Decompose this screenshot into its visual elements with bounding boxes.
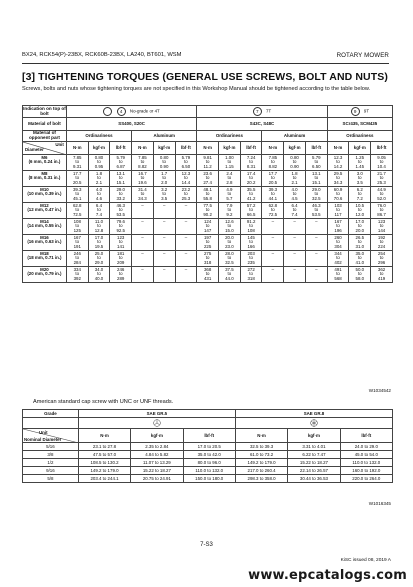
sae-torque-cell: 3.31 to 4.01 — [288, 443, 340, 451]
indication-label: Indication on top of bolt — [23, 105, 66, 116]
torque-cell: – — [132, 203, 154, 219]
diameter-cell: M20 (20 mm, 0.79 in.) — [23, 267, 67, 283]
nominal-diameter-cell: 1/2 — [23, 459, 79, 467]
torque-cell: 275 to 318 — [197, 251, 219, 267]
torque-cell: – — [132, 267, 154, 283]
sae-torque-cell: 298.3 to 358.0 — [235, 475, 287, 483]
torque-cell: 62.8 to 72.5 — [262, 203, 284, 219]
torque-cell: 167 to 196 — [327, 219, 349, 235]
torque-cell: 29.0 to 33.2 — [110, 187, 132, 203]
torque-cell: 1.8 to 2.1 — [284, 171, 306, 187]
material-part-label: Material of opponent part — [23, 131, 67, 142]
unit-header-cell: kgf·m — [284, 142, 306, 155]
torque-cell: 124 to 147 — [197, 219, 219, 235]
torque-cell: 10.5 to 12.0 — [349, 203, 371, 219]
torque-cell: 491 to 568 — [327, 267, 349, 283]
sae-unit-cell: lbf·ft — [183, 429, 235, 443]
torque-cell: – — [153, 219, 175, 235]
section-title: [3] TIGHTENING TORQUES (GENERAL USE SCREWS, BOLT AND NUTS) — [22, 71, 388, 83]
unit-header-cell: N·m — [197, 142, 219, 155]
sae-torque-cell: 220.0 to 264.0 — [340, 475, 392, 483]
torque-cell: 0.80 to 0.90 — [284, 155, 306, 171]
torque-cell: – — [175, 267, 197, 283]
torque-cell: 39.3 to 44.1 — [262, 187, 284, 203]
torque-cell: 20.0 to 23.0 — [219, 235, 241, 251]
sae8-icon-cell — [235, 418, 392, 429]
torque-cell: 1.25 to 1.45 — [349, 155, 371, 171]
torque-cell: 344 to 402 — [327, 251, 349, 267]
torque-cell: 7.24 to 8.31 — [240, 155, 262, 171]
diameter-cell: M16 (16 mm, 0.63 in.) — [23, 235, 67, 251]
sae-torque-cell: 20.75 to 24.91 — [131, 475, 183, 483]
torque-cell: 6.4 to 7.4 — [88, 203, 110, 219]
unit-diameter-cell — [23, 142, 67, 155]
diameter-cell: M6 (6 mm, 0.24 in.) — [23, 155, 67, 171]
sae-torque-cell: 35.0 to 42.0 — [183, 451, 235, 459]
torque-cell: 108 to 125 — [66, 219, 88, 235]
unit-header-cell: lbf·ft — [110, 142, 132, 155]
torque-cell: 57.2 to 66.5 — [240, 203, 262, 219]
torque-cell: 13.1 to 15.1 — [110, 171, 132, 187]
table-row — [23, 187, 393, 203]
unit-header-cell: N·m — [132, 142, 154, 155]
opp-ordinariness-1: Ordinariness — [66, 131, 131, 142]
torque-cell: 2.4 to 2.8 — [219, 171, 241, 187]
unit-header-cell: N·m — [262, 142, 284, 155]
torque-cell: – — [305, 267, 327, 283]
bolt-head-4-icon: 4 — [117, 107, 126, 116]
unit-header-cell: kgf·m — [349, 142, 371, 155]
torque-cell: 50.0 to 58.0 — [349, 267, 371, 283]
torque-cell: 246 to 284 — [66, 251, 88, 267]
table-row — [23, 219, 393, 235]
grade-7t-cell — [197, 106, 327, 118]
torque-cell: – — [262, 251, 284, 267]
plain-bolt-head-icon — [103, 107, 112, 116]
opp-aluminum-2: Aluminum — [262, 131, 327, 142]
grade-4t-cell — [66, 106, 196, 118]
torque-cell: 91.2 to 108 — [240, 219, 262, 235]
unit-header-cell: kgf·m — [88, 142, 110, 155]
torque-cell: 6.2 to 7.2 — [349, 187, 371, 203]
torque-cell: – — [132, 251, 154, 267]
material-bolt-label: Material of bolt — [23, 118, 67, 131]
header-rule — [22, 63, 389, 64]
sae-unit-cell: N·m — [235, 429, 287, 443]
torque-cell: 37.5 to 44.0 — [219, 267, 241, 283]
torque-cell: 272 to 318 — [240, 267, 262, 283]
torque-cell: 17.4 to 20.2 — [240, 171, 262, 187]
intro-text: Screws, bolts and nuts whose tightening torques are not specified in this Workshop Manual should be tightened according to the table below. — [22, 86, 371, 92]
table-row — [23, 267, 393, 283]
torque-cell: 79.6 to 92.5 — [110, 219, 132, 235]
sae-torque-cell: 17.0 to 20.5 — [183, 443, 235, 451]
torque-cell: 29.5 to 34.3 — [327, 171, 349, 187]
torque-cell: 334 to 392 — [66, 267, 88, 283]
t2-unit-label: Unit — [39, 430, 48, 435]
table-row — [23, 443, 393, 451]
torque-cell: 5.79 to 6.50 — [175, 155, 197, 171]
sae-torque-cell: 11.07 to 13.29 — [131, 459, 183, 467]
torque-cell: 103 to 117 — [327, 203, 349, 219]
grade-label: Grade — [23, 410, 79, 418]
torque-cell: 16.7 to 19.6 — [132, 171, 154, 187]
torque-cell: 60.9 to 70.6 — [327, 187, 349, 203]
sae8-bolt-head-icon — [310, 419, 318, 427]
unit-header-cell: N·m — [327, 142, 349, 155]
torque-cell: 1.00 to 1.15 — [219, 155, 241, 171]
torque-cell: – — [153, 251, 175, 267]
torque-cell: 13.1 to 15.1 — [305, 171, 327, 187]
sae-torque-cell: 150.0 to 180.0 — [183, 475, 235, 483]
torque-cell: 3.2 to 3.5 — [153, 187, 175, 203]
nominal-diameter-cell: 3/8 — [23, 451, 79, 459]
torque-cell: 25.0 to 29.0 — [88, 251, 110, 267]
torque-cell: 17.0 to 20.0 — [349, 219, 371, 235]
sae-unit-cell: lbf·ft — [340, 429, 392, 443]
grade-7t-label: 7T — [266, 108, 272, 114]
table-row — [23, 451, 393, 459]
torque-cell: 4.0 to 4.5 — [284, 187, 306, 203]
torque-cell: – — [262, 219, 284, 235]
torque-cell: 28.0 to 32.5 — [219, 251, 241, 267]
torque-cell: 17.7 to 20.5 — [262, 171, 284, 187]
torque-cell: – — [262, 267, 284, 283]
torque-cell: 9.05 to 10.4 — [371, 155, 393, 171]
metric-torque-table — [22, 105, 393, 283]
torque-cell: – — [284, 251, 306, 267]
torque-cell: 44.9 to 52.0 — [371, 187, 393, 203]
material-ss400: SS400, S20C — [66, 118, 196, 131]
torque-cell: 35.0 to 41.0 — [349, 251, 371, 267]
torque-cell: 77.5 to 90.2 — [197, 203, 219, 219]
torque-cell: – — [175, 235, 197, 251]
table-row — [23, 203, 393, 219]
diameter-cell: M12 (12 mm, 0.47 in.) — [23, 203, 67, 219]
unit-header-cell: lbf·ft — [175, 142, 197, 155]
watermark: www.epcatalogs.com — [248, 568, 407, 583]
torque-cell: 368 to 431 — [197, 267, 219, 283]
torque-cell: 62.8 to 72.5 — [66, 203, 88, 219]
grade-icon-spacer — [23, 418, 79, 429]
torque-cell: 4.0 to 4.6 — [88, 187, 110, 203]
unit-nominal-cell — [23, 429, 79, 443]
unit-header-cell: N·m — [66, 142, 88, 155]
torque-cell: – — [284, 235, 306, 251]
grade-9t-label: 9T — [363, 108, 370, 114]
torque-cell: 21.7 to 25.3 — [371, 171, 393, 187]
unit-header-cell: lbf·ft — [305, 142, 327, 155]
header-section: ROTARY MOWER — [336, 52, 389, 59]
diameter-cell: M14 (14 mm, 0.55 in.) — [23, 219, 67, 235]
table-row — [23, 155, 393, 171]
table2-code: W1016345 — [368, 501, 391, 506]
torque-cell: – — [132, 219, 154, 235]
torque-cell: 11.0 to 12.8 — [88, 219, 110, 235]
sae-torque-cell: 15.22 to 18.27 — [288, 459, 340, 467]
diameter-cell: M8 (8 mm, 0.31 in.) — [23, 171, 67, 187]
opp-aluminum-1: Aluminum — [132, 131, 197, 142]
torque-cell: 1.7 to 2.0 — [153, 171, 175, 187]
torque-cell: 3.0 to 3.5 — [349, 171, 371, 187]
page-number: 7-S3 — [200, 542, 213, 548]
torque-cell: 35.5 to 41.2 — [240, 187, 262, 203]
torque-cell: 6.4 to 7.4 — [284, 203, 306, 219]
sae-torque-cell: 110.0 to 132.0 — [340, 459, 392, 467]
unit-label: Unit — [55, 142, 64, 147]
sae-torque-cell: 80.0 to 96.0 — [183, 459, 235, 467]
material-scr: SCr435, SCM435 — [327, 118, 392, 131]
american-subheading: American standard cap screw with UNC or UNF threads. — [33, 399, 174, 405]
sae-torque-cell: 110.0 to 132.0 — [183, 467, 235, 475]
sae-torque-cell: 108.5 to 130.2 — [78, 459, 130, 467]
torque-cell: 39.3 to 45.1 — [66, 187, 88, 203]
unit-header-cell: lbf·ft — [240, 142, 262, 155]
material-s43c: S43C, S48C — [197, 118, 327, 131]
torque-cell: 29.0 to 32.5 — [305, 187, 327, 203]
sae-torque-cell: 32.5 to 39.3 — [235, 443, 287, 451]
sae8-label: SAE GR.8 — [235, 410, 392, 418]
torque-cell: 5.79 to 6.50 — [305, 155, 327, 171]
torque-cell: – — [305, 235, 327, 251]
torque-cell: 167 to 191 — [66, 235, 88, 251]
torque-cell: 0.80 to 0.95 — [88, 155, 110, 171]
sae-unit-cell: N·m — [78, 429, 130, 443]
torque-cell: 123 to 144 — [371, 219, 393, 235]
torque-cell: – — [284, 267, 306, 283]
table-row — [23, 235, 393, 251]
torque-cell: 76.0 to 86.7 — [371, 203, 393, 219]
torque-cell: 7.85 to 8.82 — [262, 155, 284, 171]
table-row — [23, 171, 393, 187]
torque-cell: 5.79 to 6.87 — [110, 155, 132, 171]
torque-cell: 7.85 to 9.31 — [66, 155, 88, 171]
opp-ordinariness-3: Ordinariness — [327, 131, 392, 142]
bolt-head-9-icon: 9 — [351, 107, 360, 116]
sae-torque-cell: 15.22 to 18.27 — [131, 467, 183, 475]
header-models: BX24, RCK54(P)-23BX, RCK60B-23BX, LA240, BT601, WSM — [22, 52, 182, 58]
torque-cell: 17.7 to 20.5 — [66, 171, 88, 187]
torque-cell: 246 to 289 — [110, 267, 132, 283]
torque-cell: 26.5 to 31.0 — [349, 235, 371, 251]
sae-torque-cell: 160.0 to 192.0 — [340, 467, 392, 475]
torque-cell: 46.3 to 53.5 — [110, 203, 132, 219]
torque-cell: 4.9 to 5.7 — [219, 187, 241, 203]
page-header — [22, 52, 389, 62]
torque-cell: 31.4 to 34.3 — [132, 187, 154, 203]
table1-code: W1034542 — [368, 388, 391, 393]
torque-cell: 254 to 296 — [371, 251, 393, 267]
sae-torque-table — [22, 409, 393, 483]
sae-torque-cell: 24.0 to 29.0 — [340, 443, 392, 451]
table-row — [23, 475, 393, 483]
torque-cell: – — [153, 203, 175, 219]
sae-torque-cell: 149.2 to 179.0 — [235, 459, 287, 467]
grade-9t-cell — [327, 106, 392, 118]
diameter-cell: M10 (10 mm, 0.39 in.) — [23, 187, 67, 203]
torque-cell: 260 to 304 — [327, 235, 349, 251]
torque-cell: 12.3 to 14.4 — [175, 171, 197, 187]
sae-torque-cell: 149.2 to 179.0 — [78, 467, 130, 475]
grade-4t-label: No-grade or 4T — [129, 108, 160, 114]
sae-torque-cell: 23.1 to 27.8 — [78, 443, 130, 451]
sae-torque-cell: 4.84 to 5.82 — [131, 451, 183, 459]
torque-cell: – — [153, 267, 175, 283]
torque-cell: 181 to 209 — [110, 251, 132, 267]
sae-torque-cell: 47.5 to 57.0 — [78, 451, 130, 459]
torque-cell: 203 to 235 — [240, 251, 262, 267]
issue-note: KiSC issued 08, 2019 A — [340, 558, 391, 563]
torque-cell: 23.6 to 27.4 — [197, 171, 219, 187]
torque-cell: – — [175, 203, 197, 219]
torque-cell: 362 to 419 — [371, 267, 393, 283]
torque-cell: – — [305, 251, 327, 267]
torque-cell: 9.81 to 11.2 — [197, 155, 219, 171]
sae-torque-cell: 217.0 to 260.4 — [235, 467, 287, 475]
opp-ordinariness-2: Ordinariness — [197, 131, 262, 142]
torque-cell: 197 to 225 — [197, 235, 219, 251]
sae-torque-cell: 22.14 to 26.57 — [288, 467, 340, 475]
torque-cell: 145 to 166 — [240, 235, 262, 251]
torque-cell: 0.80 to 0.90 — [153, 155, 175, 171]
sae5-label: SAE GR.5 — [78, 410, 235, 418]
torque-cell: – — [132, 235, 154, 251]
sae-torque-cell: 61.0 to 73.2 — [235, 451, 287, 459]
torque-cell: – — [284, 219, 306, 235]
torque-cell: 12.6 to 15.0 — [219, 219, 241, 235]
sae-torque-cell: 45.0 to 54.0 — [340, 451, 392, 459]
diameter-cell: M18 (18 mm, 0.71 in.) — [23, 251, 67, 267]
torque-cell: – — [175, 251, 197, 267]
torque-cell: 48.1 to 55.8 — [197, 187, 219, 203]
sae-unit-cell: kgf·m — [288, 429, 340, 443]
torque-cell: 23.2 to 25.3 — [175, 187, 197, 203]
nominal-diameter-label: Nominal Diameter — [24, 436, 62, 442]
bolt-head-7-icon: 7 — [253, 107, 262, 116]
torque-cell: 7.9 to 9.2 — [219, 203, 241, 219]
torque-cell: 46.3 to 53.5 — [305, 203, 327, 219]
nominal-diameter-cell: 9/16 — [23, 467, 79, 475]
table-row — [23, 459, 393, 467]
sae-torque-cell: 2.35 to 2.84 — [131, 443, 183, 451]
torque-cell: 7.85 to 8.82 — [132, 155, 154, 171]
diameter-label: Diameter — [25, 147, 44, 153]
unit-header-cell: kgf·m — [153, 142, 175, 155]
table-row — [23, 467, 393, 475]
sae5-icon-cell — [78, 418, 235, 429]
unit-header-cell: kgf·m — [219, 142, 241, 155]
torque-cell: 17.0 to 19.5 — [88, 235, 110, 251]
torque-cell: – — [305, 219, 327, 235]
torque-cell: 34.0 to 40.0 — [88, 267, 110, 283]
nominal-diameter-cell: 5/16 — [23, 443, 79, 451]
nominal-diameter-cell: 5/8 — [23, 475, 79, 483]
torque-cell: 192 to 224 — [371, 235, 393, 251]
torque-cell: 12.3 to 14.2 — [327, 155, 349, 171]
sae5-bolt-head-icon — [153, 419, 161, 427]
torque-cell: – — [262, 235, 284, 251]
torque-cell: – — [175, 219, 197, 235]
sae-unit-cell: kgf·m — [131, 429, 183, 443]
torque-cell: 1.8 to 2.1 — [88, 171, 110, 187]
table-row — [23, 251, 393, 267]
sae-torque-cell: 30.44 to 36.53 — [288, 475, 340, 483]
unit-header-cell: lbf·ft — [371, 142, 393, 155]
sae-torque-cell: 6.22 to 7.47 — [288, 451, 340, 459]
torque-cell: – — [153, 235, 175, 251]
sae-torque-cell: 203.4 to 244.1 — [78, 475, 130, 483]
torque-cell: 123 to 141 — [110, 235, 132, 251]
